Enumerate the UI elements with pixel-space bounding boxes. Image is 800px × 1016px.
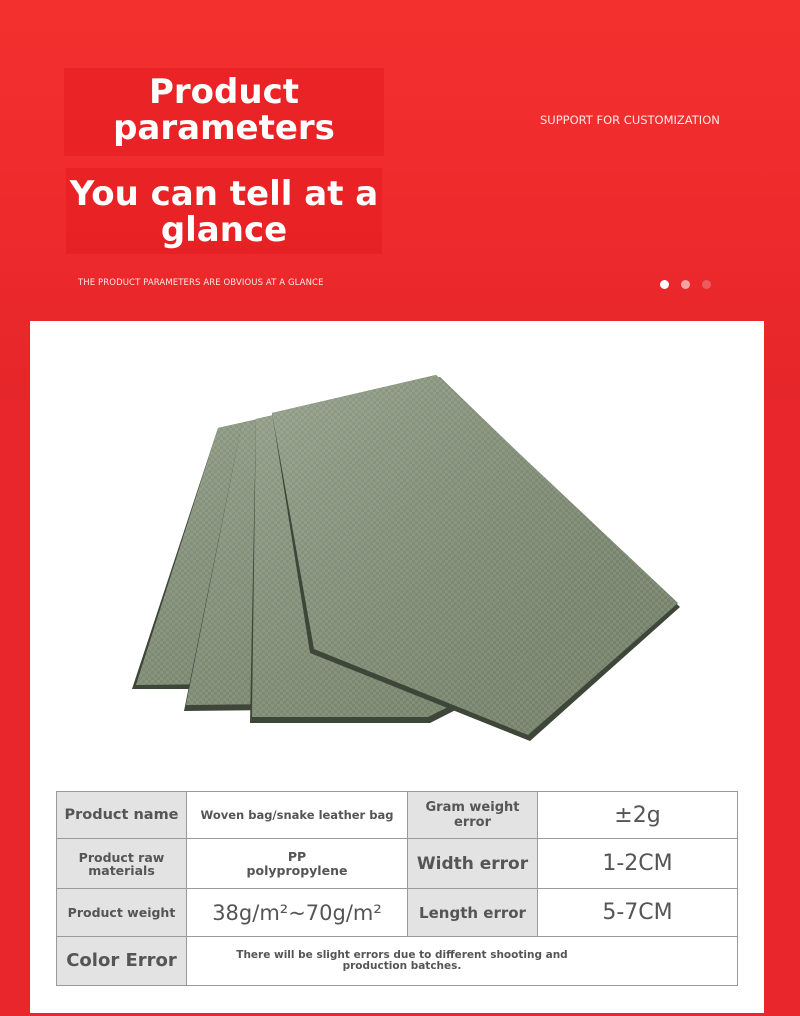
carousel-dots: [660, 280, 711, 289]
product-weight-value: 38g/m²~70g/m²: [187, 889, 408, 936]
table-row: [57, 936, 738, 985]
raw-materials-label: Product raw materials: [57, 839, 187, 889]
product-image: [130, 371, 690, 751]
product-card: [30, 321, 764, 1013]
color-error-value: There will be slight errors due to different shooting and production batches.: [187, 936, 738, 985]
gram-weight-error-label: Gram weight error: [408, 792, 538, 839]
table-row: [57, 839, 738, 889]
page-subtitle: You can tell at a glance: [69, 174, 379, 250]
product-name-value: Woven bag/snake leather bag: [187, 792, 408, 839]
carousel-dot-2[interactable]: [681, 280, 690, 289]
page-title: Product parameters: [113, 72, 335, 148]
parameters-table: [56, 791, 738, 986]
carousel-dot-1[interactable]: [660, 280, 669, 289]
color-error-label: Color Error: [57, 936, 187, 985]
table-row: [57, 889, 738, 936]
customization-text: SUPPORT FOR CUSTOMIZATION: [540, 113, 720, 127]
raw-materials-code: PP: [287, 848, 307, 864]
length-error-label: Length error: [408, 889, 538, 936]
width-error-value: 1-2CM: [538, 839, 738, 889]
gram-weight-error-value: ±2g: [538, 792, 738, 839]
carousel-dot-3[interactable]: [702, 280, 711, 289]
raw-materials-value: [187, 839, 408, 889]
raw-materials-name: polypropylene: [246, 862, 348, 878]
hero-note: THE PRODUCT PARAMETERS ARE OBVIOUS AT A GLANCE: [78, 278, 324, 288]
product-weight-label: Product weight: [57, 889, 187, 936]
table-row: [57, 792, 738, 839]
length-error-value: 5-7CM: [538, 889, 738, 936]
width-error-label: Width error: [408, 839, 538, 889]
product-name-label: Product name: [57, 792, 187, 839]
